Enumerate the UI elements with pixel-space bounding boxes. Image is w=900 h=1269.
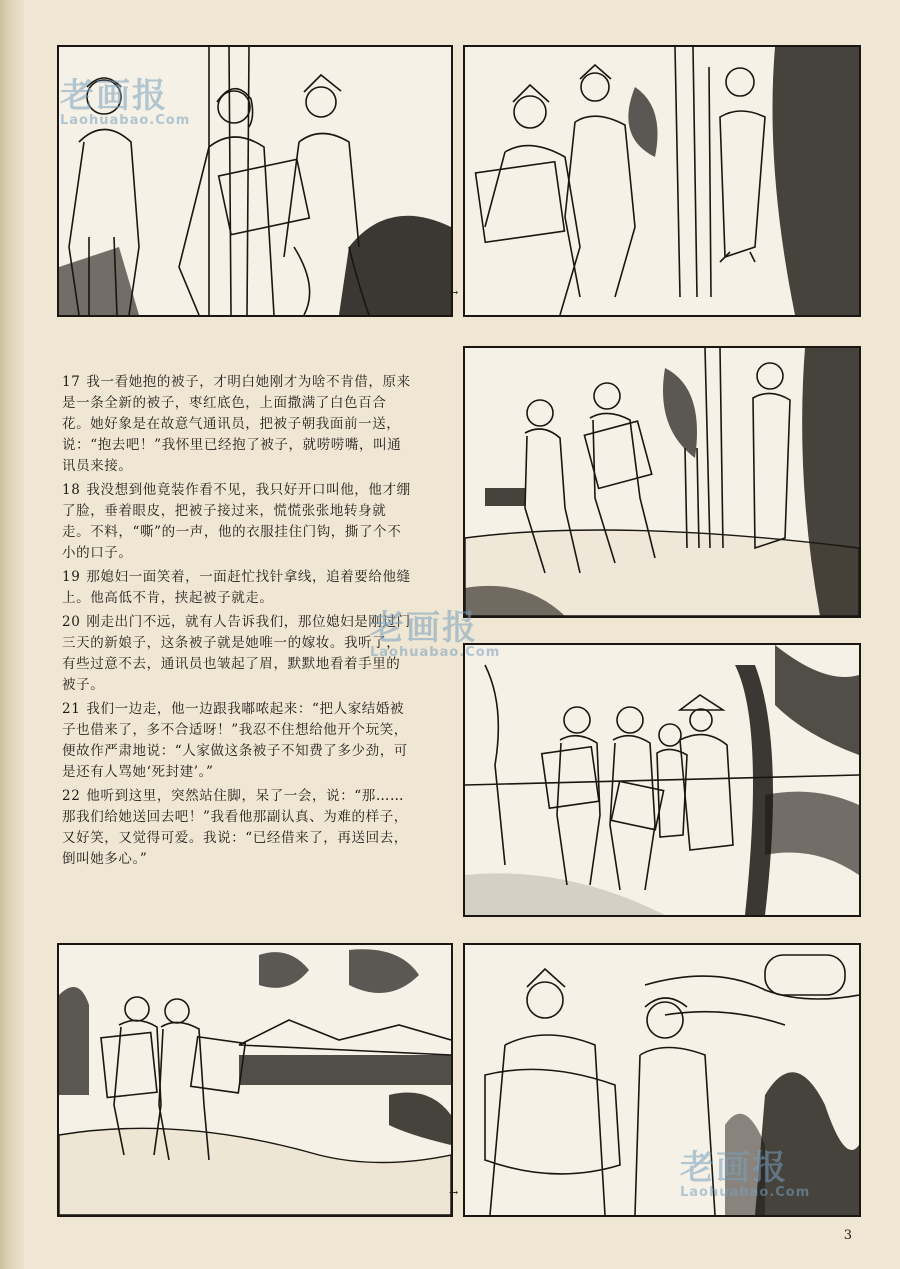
panel-arrow: →: [449, 1186, 459, 1199]
watermark-title: 老画报: [680, 1148, 788, 1188]
paragraph-text: 我们一边走，他一边跟我嘟哝起来：“把人家结婚被子也借来了，多不合适呀！”我忍不住想给他开个玩笑，便故作严肃地说：“人家做这条被子不知费了多少劲，可是还有人骂她‘死封建’。”: [62, 701, 408, 780]
watermark-title: 老画报: [60, 76, 168, 116]
story-paragraph-20: [62, 612, 414, 696]
paragraph-number: 17: [62, 374, 81, 390]
watermark-url: Laohuabao.Com: [60, 113, 191, 128]
paragraph-number: 19: [62, 569, 81, 585]
comic-panel-2: [463, 45, 861, 317]
paragraph-text: 我没想到他竟装作看不见，我只好开口叫他，他才绷了脸，垂着眼皮，把被子接过来，慌慌张张地转身就走。不料，“嘶”的一声，他的衣服挂住门钩，撕了个不小的口子。: [62, 482, 411, 561]
paragraph-text: 我一看她抱的被子，才明白她刚才为啥不肯借，原来是一条全新的被子，枣红底色，上面撒满了白色百合花。她好象是在故意气通讯员，把被子朝我面前一送，说：“抱去吧！”我怀里已经抱了被子，就唠唠嘴，叫通讯员来接。: [62, 374, 411, 474]
comic-panel-1: [57, 45, 453, 317]
paragraph-text: 那媳妇一面笑着，一面赶忙找针拿线，追着要给他缝上。他高低不肯，挟起被子就走。: [62, 569, 411, 606]
story-paragraph-19: [62, 567, 414, 609]
story-text: [62, 372, 414, 873]
watermark-url: Laohuabao.Com: [370, 645, 501, 660]
story-paragraph-22: [62, 786, 414, 870]
illustration-soldier-and-women: [59, 47, 451, 315]
illustration-village-path: [59, 945, 451, 1215]
illustration-villagers-talking: [465, 645, 859, 915]
paragraph-text: 刚走出门不远，就有人告诉我们，那位媳妇是刚过门三天的新娘子，这条被子就是她唯一的嫁妆。我听了，有些过意不去，通讯员也皱起了眉，默默地看着手里的被子。: [62, 614, 411, 693]
paragraph-text: 他听到这里，突然站住脚，呆了一会，说：“那……那我们给她送回去吧！”我看他那副认真、为难的样子，又好笑，又觉得可爱。我说：“已经借来了，再送回去，倒叫她多心。”: [62, 788, 408, 867]
illustration-walking-away: [465, 348, 859, 616]
comic-panel-6: [463, 943, 861, 1217]
page-number: 3: [843, 1228, 852, 1243]
story-paragraph-18: [62, 480, 414, 564]
paragraph-number: 18: [62, 482, 81, 498]
comic-panel-5: [57, 943, 453, 1217]
page-spine-shadow: [0, 0, 24, 1269]
illustration-soldier-holding-quilt: [465, 945, 859, 1215]
story-paragraph-21: [62, 699, 414, 783]
comic-panel-3: [463, 346, 861, 618]
paragraph-number: 20: [62, 614, 81, 630]
watermark-title: 老画报: [370, 608, 478, 648]
panel-arrow: →: [449, 286, 459, 299]
watermark-url: Laohuabao.Com: [680, 1185, 811, 1200]
paragraph-number: 22: [62, 788, 81, 804]
illustration-carrying-quilt: [465, 47, 859, 315]
comic-panel-4: [463, 643, 861, 917]
paragraph-number: 21: [62, 701, 81, 717]
story-paragraph-17: [62, 372, 414, 477]
